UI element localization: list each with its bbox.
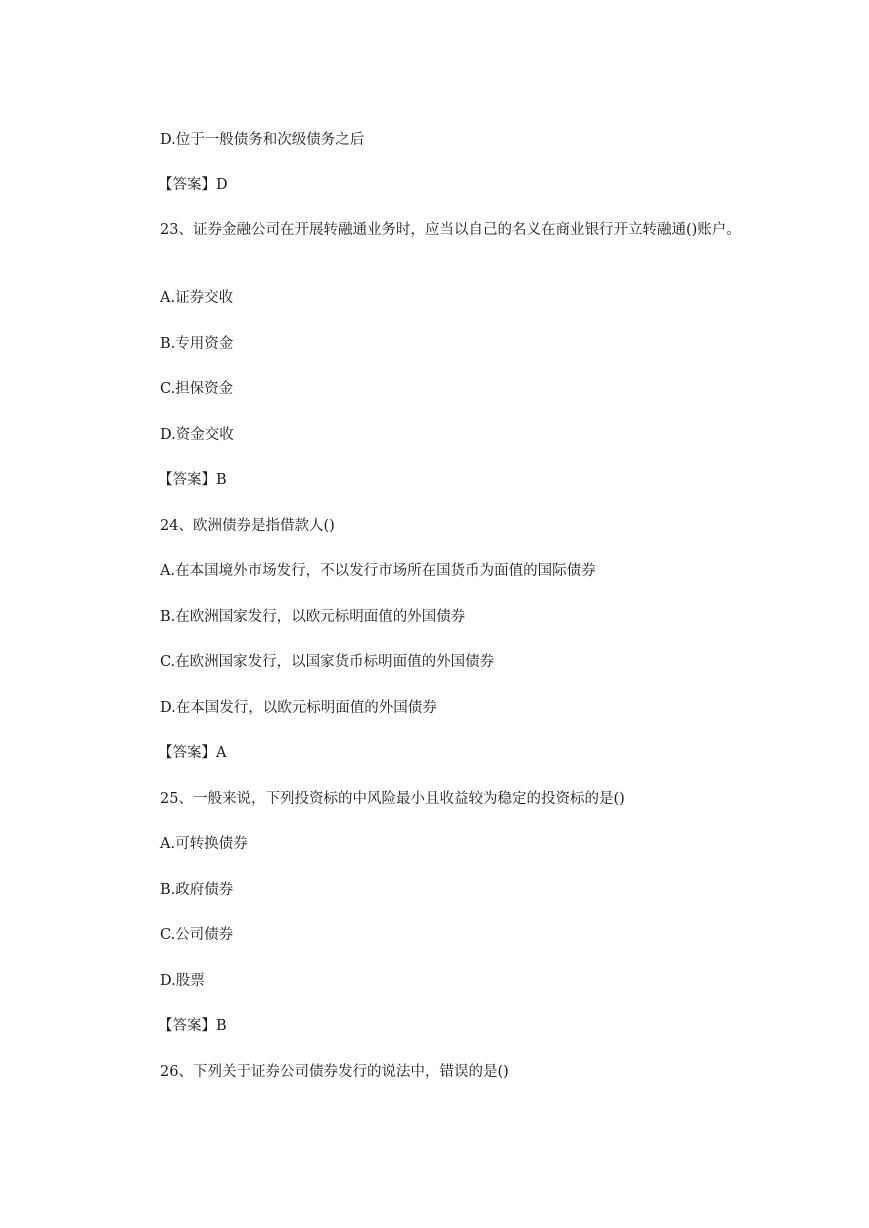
answer-q22: 【答案】D xyxy=(158,177,228,193)
option-q24-b: B.在欧洲国家发行，以欧元标明面值的外国债券 xyxy=(160,609,466,625)
option-q25-b: B.政府债券 xyxy=(160,882,234,898)
option-q23-b: B.专用资金 xyxy=(160,336,234,352)
option-q24-c: C.在欧洲国家发行，以国家货币标明面值的外国债券 xyxy=(160,654,495,670)
option-q25-a: A.可转换债券 xyxy=(160,836,248,852)
answer-q25: 【答案】B xyxy=(158,1018,227,1034)
option-q25-d: D.股票 xyxy=(160,973,205,989)
option-q22-d: D.位于一般债务和次级债务之后 xyxy=(160,132,365,148)
question-25: 25、一般来说，下列投资标的中风险最小且收益较为稳定的投资标的是() xyxy=(160,791,625,807)
option-q25-c: C.公司债券 xyxy=(160,927,234,943)
option-q23-a: A.证券交收 xyxy=(160,290,234,306)
answer-q24: 【答案】A xyxy=(158,745,227,761)
option-q24-a: A.在本国境外市场发行，不以发行市场所在国货币为面值的国际债券 xyxy=(160,563,596,579)
question-24: 24、欧洲债券是指借款人() xyxy=(160,518,335,534)
option-q24-d: D.在本国发行，以欧元标明面值的外国债券 xyxy=(160,700,437,716)
answer-q23: 【答案】B xyxy=(158,472,227,488)
question-23: 23、证券金融公司在开展转融通业务时，应当以自己的名义在商业银行开立转融通()账户。 xyxy=(160,222,741,238)
option-q23-d: D.资金交收 xyxy=(160,427,234,443)
option-q23-c: C.担保资金 xyxy=(160,381,234,397)
question-26: 26、下列关于证券公司债券发行的说法中，错误的是() xyxy=(160,1064,509,1080)
